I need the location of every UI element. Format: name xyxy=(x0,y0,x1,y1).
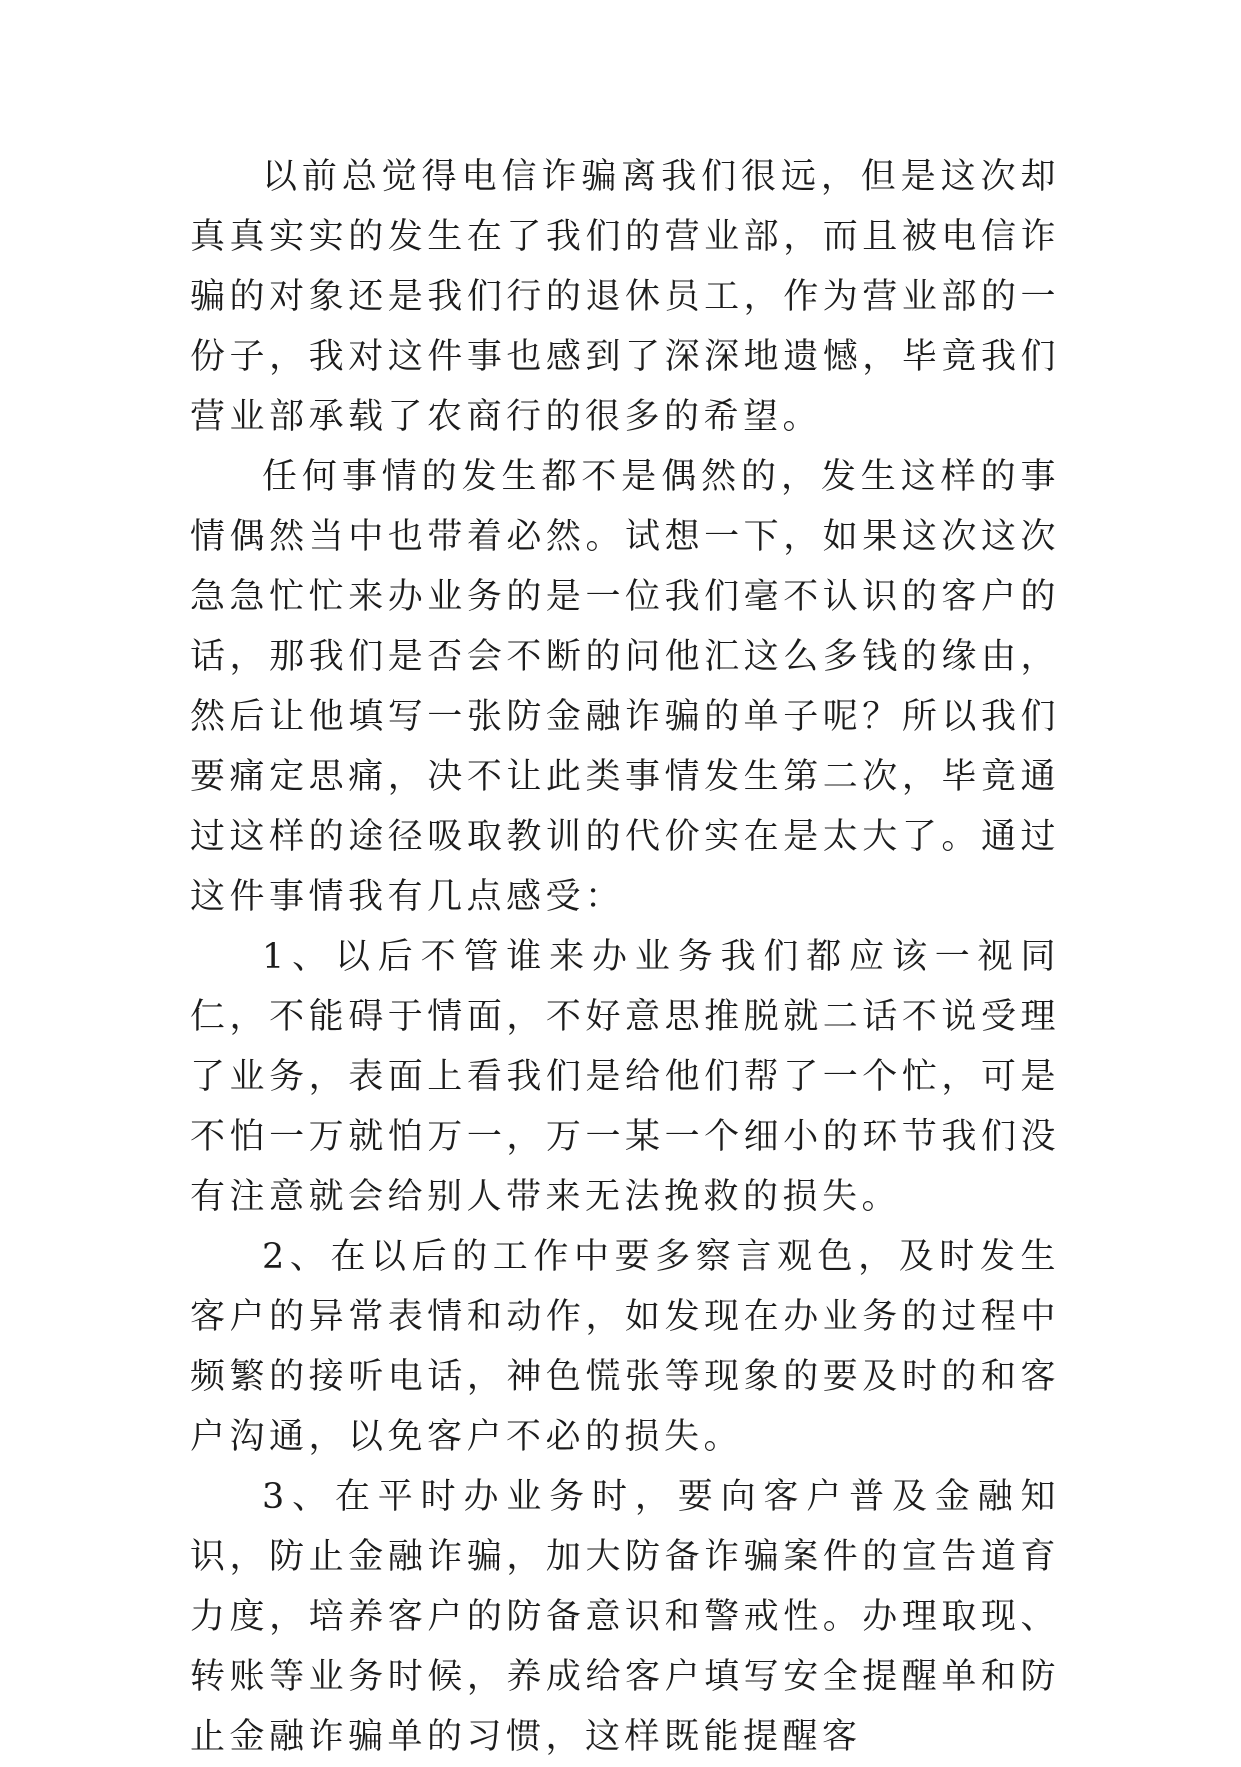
paragraph-5: 3、在平时办业务时，要向客户普及金融知识，防止金融诈骗，加大防备诈骗案件的宣告道育力度，培养客户的防备意识和警戒性。办理取现、转账等业务时候，养成给客户填写安全提醒单和防止金融诈骗单的习惯，这样既能提醒客 xyxy=(190,1477,1060,1757)
paragraph-3: 1、以后不管谁来办业务我们都应该一视同仁，不能碍于情面，不好意思推脱就二话不说受理了业务，表面上看我们是给他们帮了一个忙，可是不怕一万就怕万一，万一某一个细小的环节我们没有注意就会给别人带来无法挽救的损失。 xyxy=(190,937,1060,1217)
document-body xyxy=(190,147,1060,1767)
paragraph-1: 以前总觉得电信诈骗离我们很远，但是这次却真真实实的发生在了我们的营业部，而且被电信诈骗的对象还是我们行的退休员工，作为营业部的一份子，我对这件事也感到了深深地遗憾，毕竟我们营业部承载了农商行的很多的希望。 xyxy=(190,157,1060,437)
paragraph-4: 2、在以后的工作中要多察言观色，及时发生客户的异常表情和动作，如发现在办业务的过程中频繁的接听电话，神色慌张等现象的要及时的和客户沟通，以免客户不必的损失。 xyxy=(190,1237,1060,1457)
paragraph-2: 任何事情的发生都不是偶然的，发生这样的事情偶然当中也带着必然。试想一下，如果这次这次急急忙忙来办业务的是一位我们毫不认识的客户的话，那我们是否会不断的问他汇这么多钱的缘由，然后让他填写一张防金融诈骗的单子呢？所以我们要痛定思痛，决不让此类事情发生第二次，毕竟通过这样的途径吸取教训的代价实在是太大了。通过这件事情我有几点感受： xyxy=(190,457,1060,917)
